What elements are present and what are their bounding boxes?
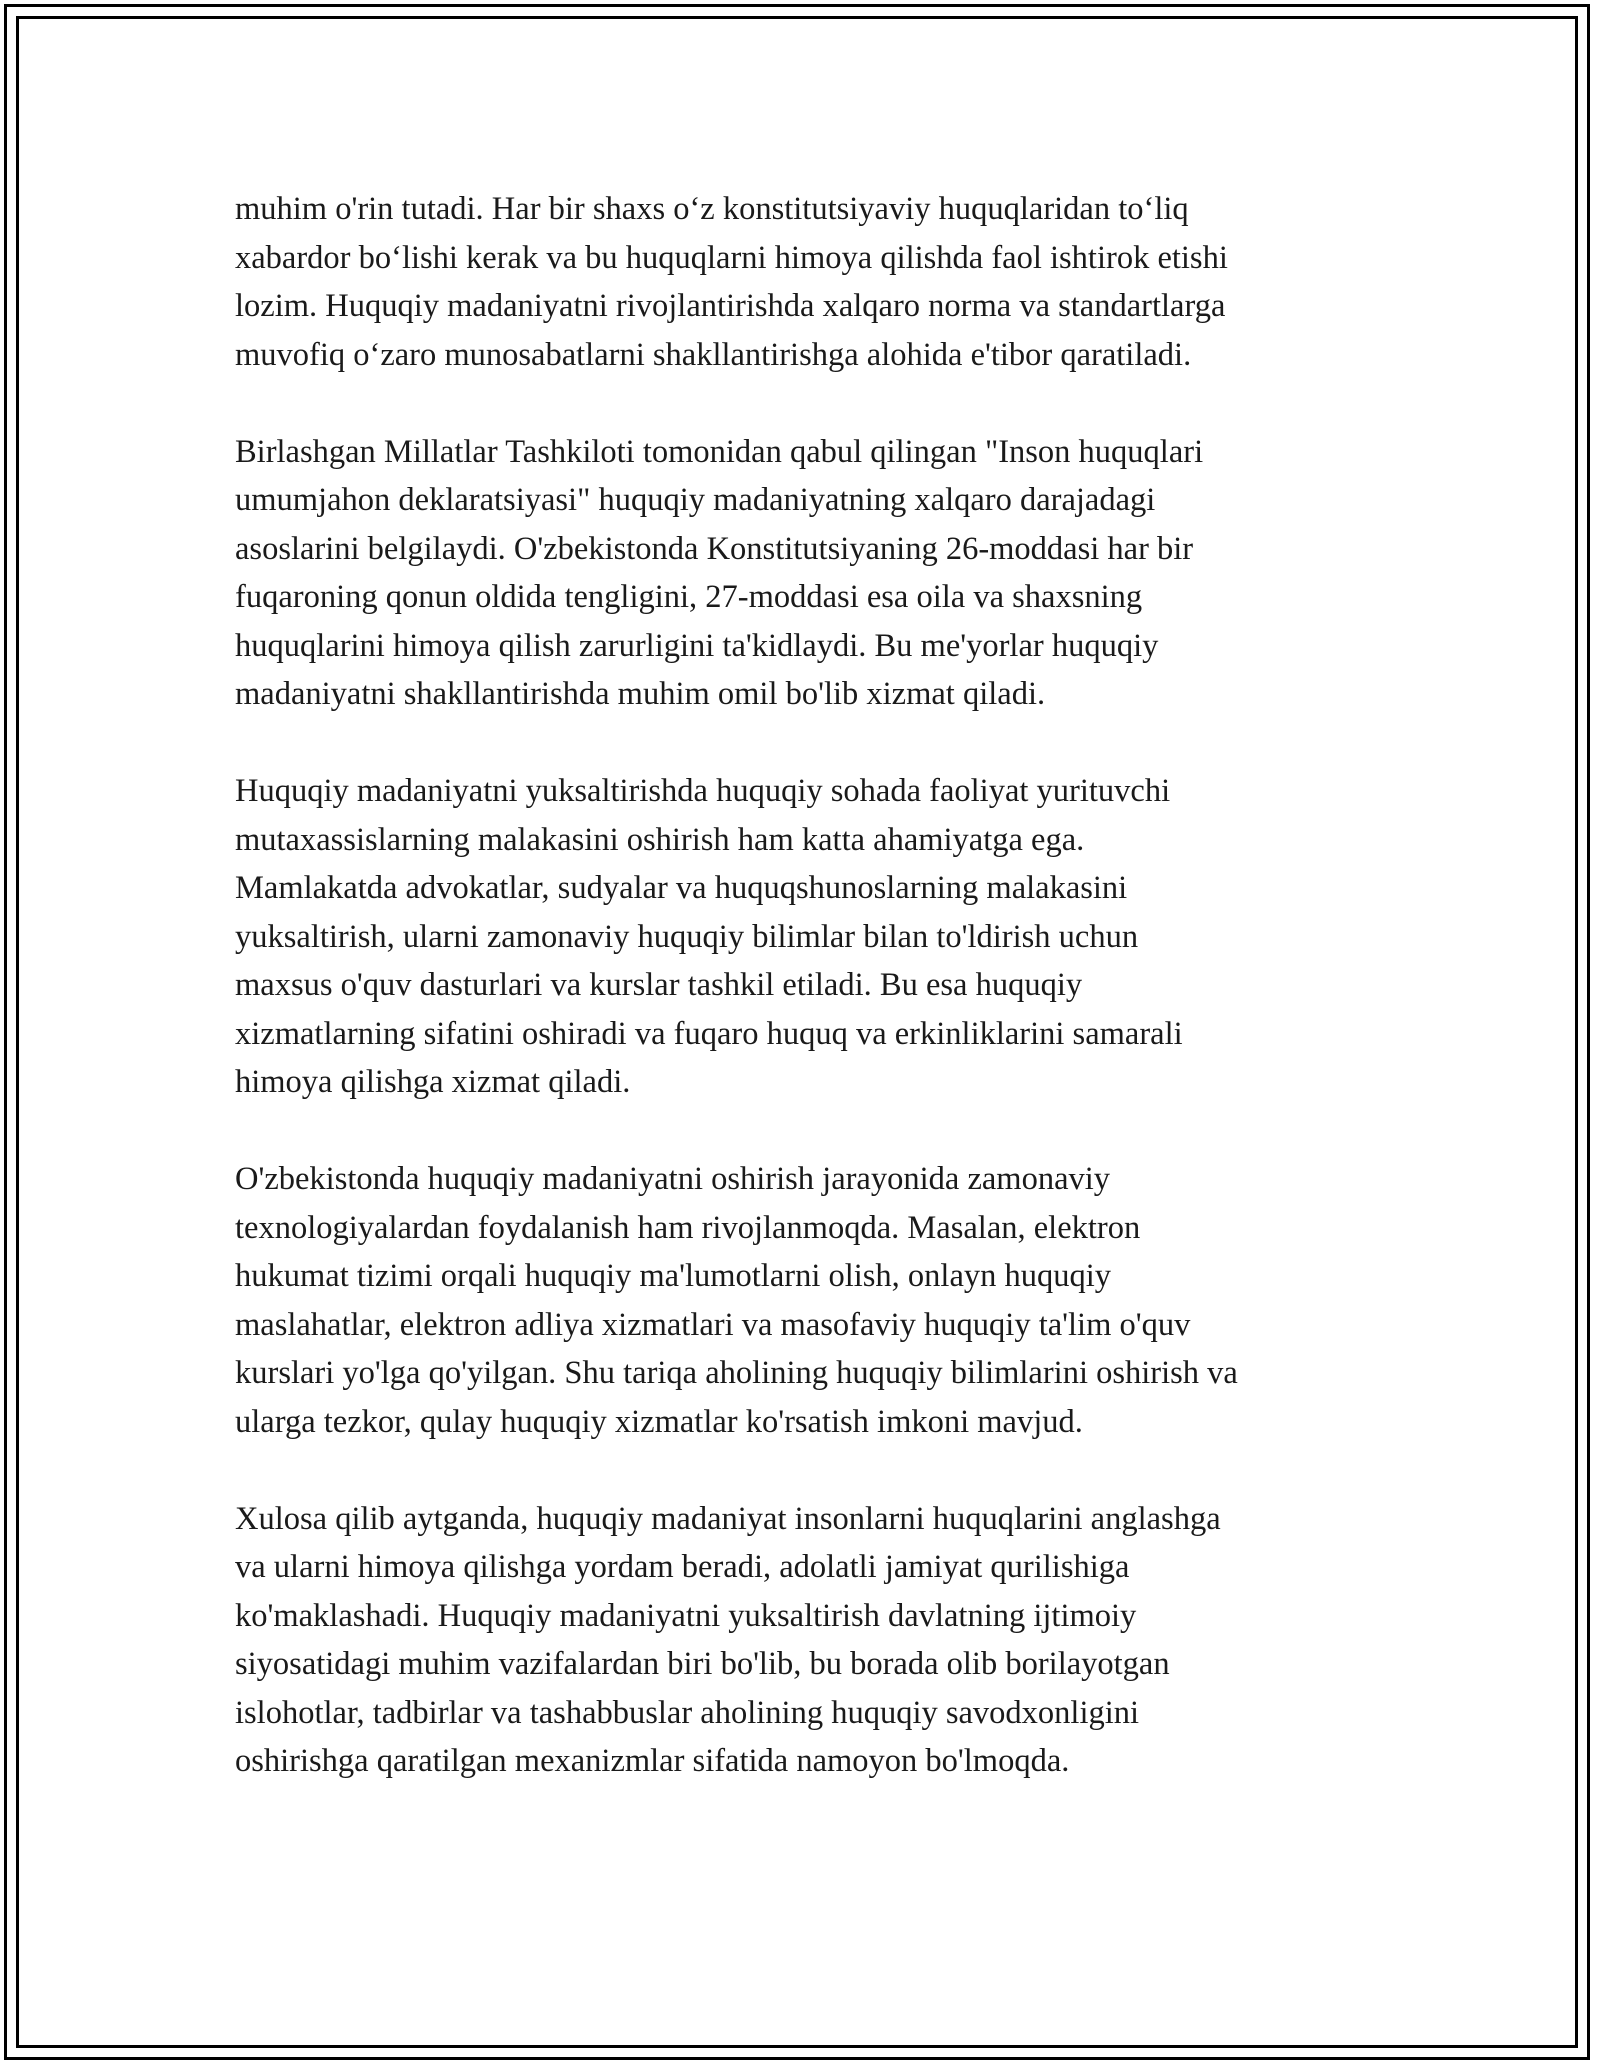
paragraph-3 bbox=[235, 767, 1385, 1107]
text-line: xabardor bo‘lishi kerak va bu huquqlarni himoya qilishda faol ishtirok etishi bbox=[235, 239, 1228, 276]
text-line: islohotlar, tadbirlar va tashabbuslar aholining huquqiy savodxonligini bbox=[235, 1694, 1140, 1731]
text-line: maxsus o'quv dasturlari va kurslar tashkil etiladi. Bu esa huquqiy bbox=[235, 967, 1083, 1003]
text-line: maslahatlar, elektron adliya xizmatlari va masofaviy huquqiy ta'lim o'quv bbox=[235, 1306, 1191, 1343]
text-line: texnologiyalardan foydalanish ham rivojlanmoqda. Masalan, elektron bbox=[235, 1209, 1141, 1246]
text-line: kurslari yo'lga qo'yilgan. Shu tariqa aholining huquqiy bilimlarini oshirish va bbox=[235, 1355, 1238, 1391]
paragraph-4 bbox=[235, 1155, 1385, 1446]
text-line: O'zbekistonda huquqiy madaniyatni oshirish jarayonida zamonaviy bbox=[235, 1161, 1111, 1197]
text-line: lozim. Huquqiy madaniyatni rivojlantirishda xalqaro norma va standartlarga bbox=[235, 288, 1226, 324]
text-line: huquqlarini himoya qilish zarurligini ta'kidlaydi. Bu me'yorlar huquqiy bbox=[235, 627, 1159, 664]
text-line: ularga tezkor, qulay huquqiy xizmatlar ko'rsatish imkoni mavjud. bbox=[235, 1403, 1083, 1440]
text-line: siyosatidagi muhim vazifalardan biri bo'lib, bu borada olib borilayotgan bbox=[235, 1646, 1170, 1682]
text-line: muvofiq o‘zaro munosabatlarni shakllantirishga alohida e'tibor qaratiladi. bbox=[235, 336, 1192, 373]
text-line: himoya qilishga xizmat qiladi. bbox=[235, 1064, 631, 1100]
text-line: Birlashgan Millatlar Tashkiloti tomonidan qabul qilingan "Inson huquqlari bbox=[235, 433, 1204, 470]
text-line: fuqaroning qonun oldida tengligini, 27-moddasi esa oila va shaxsning bbox=[235, 579, 1143, 615]
text-line: Mamlakatda advokatlar, sudyalar va huquqshunoslarning malakasini bbox=[235, 870, 1128, 906]
paragraph-2 bbox=[235, 428, 1385, 719]
text-line: umumjahon deklaratsiyasi" huquqiy madaniyatning xalqaro darajadagi bbox=[235, 482, 1156, 518]
text-line: mutaxassislarning malakasini oshirish ham katta ahamiyatga ega. bbox=[235, 821, 1085, 858]
text-line: muhim o'rin tutadi. Har bir shaxs o‘z konstitutsiyaviy huquqlaridan to‘liq bbox=[235, 191, 1189, 227]
text-line: xizmatlarning sifatini oshiradi va fuqaro huquq va erkinliklarini samarali bbox=[235, 1015, 1183, 1052]
text-line: oshirishga qaratilgan mexanizmlar sifatida namoyon bo'lmoqda. bbox=[235, 1743, 1070, 1779]
text-line: yuksaltirish, ularni zamonaviy huquqiy bilimlar bilan to'ldirish uchun bbox=[235, 918, 1139, 955]
text-line: va ularni himoya qilishga yordam beradi, adolatli jamiyat qurilishiga bbox=[235, 1549, 1130, 1585]
document-body bbox=[235, 185, 1385, 1786]
paragraph-5 bbox=[235, 1495, 1385, 1786]
text-line: Huquqiy madaniyatni yuksaltirishda huquqiy sohada faoliyat yurituvchi bbox=[235, 773, 1171, 809]
text-line: hukumat tizimi orqali huquqiy ma'lumotlarni olish, onlayn huquqiy bbox=[235, 1258, 1112, 1294]
text-line: madaniyatni shakllantirishda muhim omil bo'lib xizmat qiladi. bbox=[235, 676, 1046, 712]
text-line: Xulosa qilib aytganda, huquqiy madaniyat insonlarni huquqlarini anglashga bbox=[235, 1500, 1221, 1537]
paragraph-1 bbox=[235, 185, 1385, 379]
text-line: ko'maklashadi. Huquqiy madaniyatni yuksaltirish davlatning ijtimoiy bbox=[235, 1597, 1137, 1634]
text-line: asoslarini belgilaydi. O'zbekistonda Konstitutsiyaning 26-moddasi har bir bbox=[235, 530, 1194, 567]
